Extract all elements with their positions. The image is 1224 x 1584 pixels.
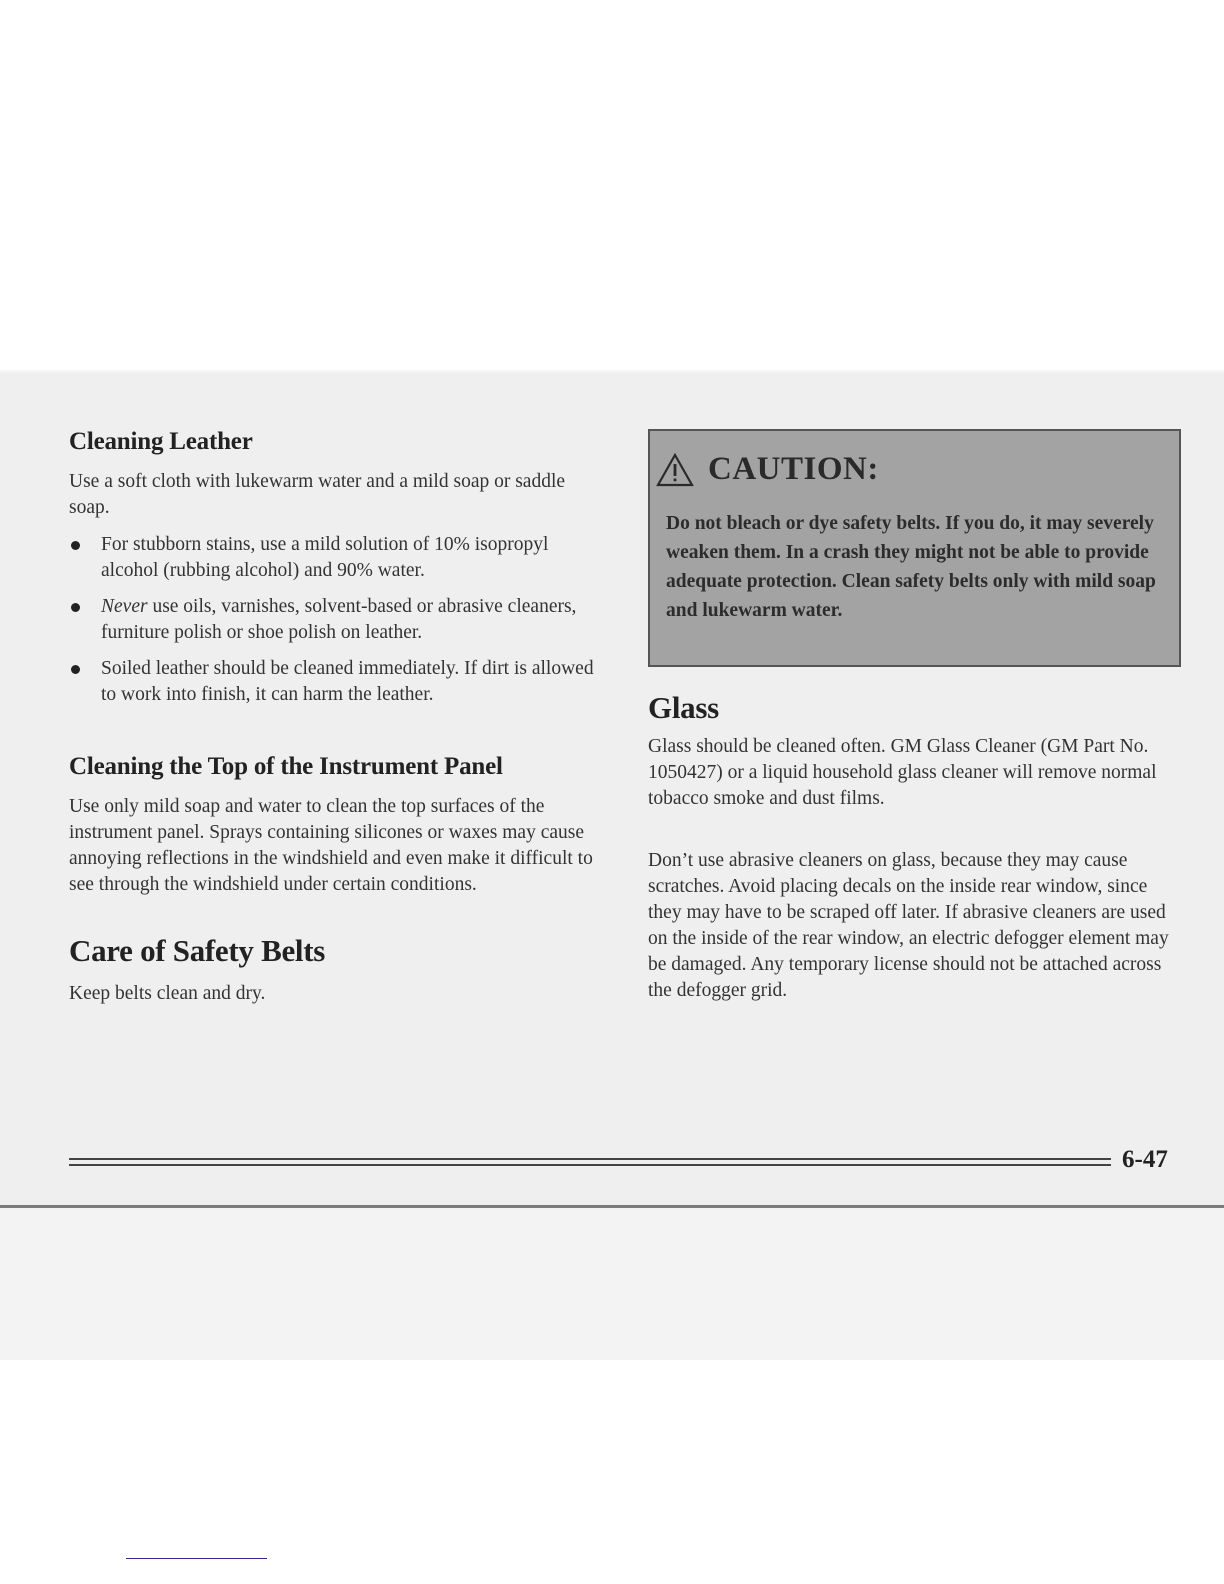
- bullet-text: Soiled leather should be cleaned immediately. If dirt is allowed to work into finish, it can harm the leather.: [101, 658, 594, 705]
- bullet-emphasis: Never: [101, 596, 148, 617]
- footer-rule-line: [69, 1158, 1111, 1160]
- list-item: [69, 594, 604, 646]
- cleaning-leather-heading: Cleaning Leather: [69, 428, 253, 455]
- warning-triangle-icon: [656, 453, 694, 487]
- page-lower-margin: [0, 1208, 1224, 1360]
- footer-rule-line: [69, 1164, 1111, 1166]
- footer-rule: [69, 1158, 1111, 1168]
- bullet-text: use oils, varnishes, solvent-based or abrasive cleaners, furniture polish or shoe polish on leather.: [101, 596, 577, 643]
- bullet-icon: [71, 541, 80, 550]
- list-item: [69, 532, 604, 584]
- safety-belts-heading: Care of Safety Belts: [69, 933, 326, 968]
- bullet-icon: [71, 665, 80, 674]
- caution-title: CAUTION:: [708, 451, 879, 487]
- instrument-panel-body: Use only mild soap and water to clean the top surfaces of the instrument panel. Sprays containing silicones or waxes may cause annoying reflections in the windshield and even make it difficult to see through the windshield under certain conditions.: [69, 796, 593, 895]
- glass-paragraph: Glass should be cleaned often. GM Glass Cleaner (GM Part No. 1050427) or a liquid household glass cleaner will remove normal tobacco smoke and dust films.: [648, 736, 1157, 809]
- safety-belts-body: Keep belts clean and dry.: [69, 983, 266, 1004]
- caution-text: Do not bleach or dye safety belts. If you do, it may severely weaken them. In a crash they might not be able to provide adequate protection. Clean safety belts only with mild soap and lukewarm water.: [666, 513, 1156, 621]
- cleaning-leather-bullets: [69, 532, 604, 718]
- stub-rule: [126, 1558, 267, 1559]
- bullet-icon: [71, 603, 80, 612]
- instrument-panel-heading: Cleaning the Top of the Instrument Panel: [69, 753, 503, 780]
- caution-box: [648, 429, 1181, 667]
- manual-page: [0, 370, 1224, 1360]
- page-top-shade: [0, 370, 1224, 376]
- caution-header: [656, 451, 879, 488]
- glass-paragraph: Don’t use abrasive cleaners on glass, because they may cause scratches. Avoid placing decals on the inside rear window, since they may have to be scraped off later. If abrasive cleaners are used on the inside of the rear window, an electric defogger element may be damaged. Any temporary license should not be attached across the defogger grid.: [648, 850, 1169, 1001]
- bullet-text: For stubborn stains, use a mild solution of 10% isopropyl alcohol (rubbing alcohol) and 90% water.: [101, 534, 549, 581]
- glass-heading: Glass: [648, 690, 719, 725]
- page-number: 6-47: [1122, 1146, 1168, 1173]
- list-item: [69, 656, 604, 708]
- cleaning-leather-intro: Use a soft cloth with lukewarm water and a mild soap or saddle soap.: [69, 471, 566, 518]
